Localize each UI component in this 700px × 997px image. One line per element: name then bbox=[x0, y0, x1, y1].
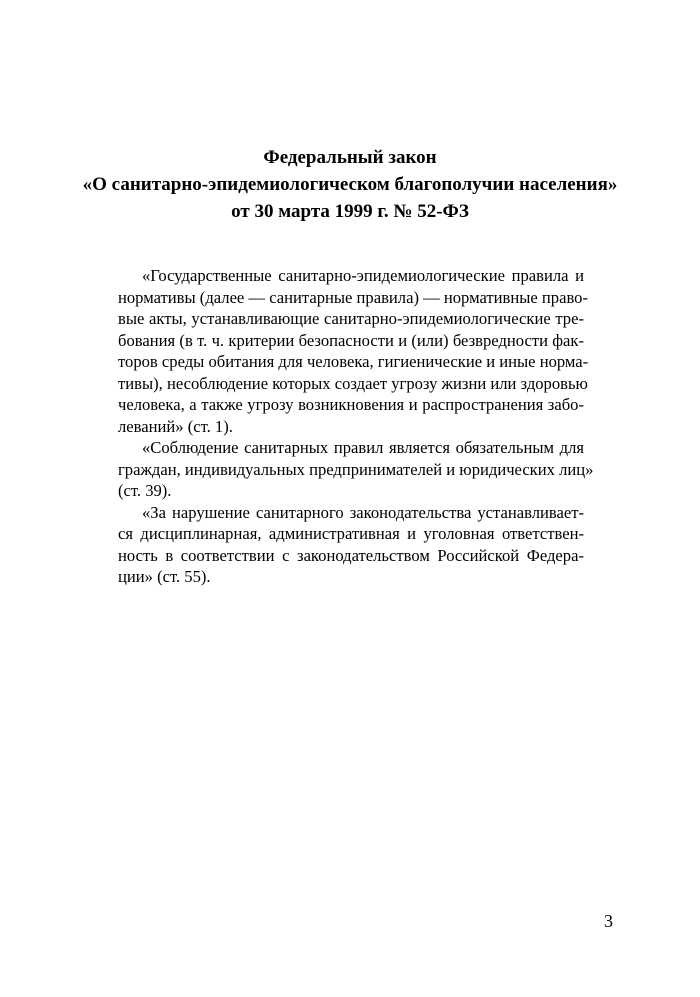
paragraph-line: «Государственные санитарно-эпидемиологические правила и bbox=[142, 266, 584, 285]
paragraph-line: вые акты, устанавливающие санитарно-эпидемиологические тре- bbox=[118, 309, 584, 328]
paragraph-line: тивы), несоблюдение которых создает угрозу жизни или здоровью bbox=[118, 373, 588, 393]
paragraph-line: ность в соответствии с законодательством Российской Федера- bbox=[118, 545, 584, 565]
paragraph-line: ся дисциплинарная, административная и уголовная ответствен- bbox=[118, 524, 584, 543]
paragraph-line: «Соблюдение санитарных правил является обязательным для bbox=[142, 438, 584, 457]
paragraph-line: нормативы (далее — санитарные правила) — нормативные право- bbox=[118, 287, 589, 307]
title-law-type: Федеральный закон bbox=[263, 147, 437, 168]
paragraph-article-55 bbox=[118, 502, 584, 588]
paragraph-line: бования (в т. ч. критерии безопасности и (или) безвредности фак- bbox=[118, 330, 584, 350]
paragraph-line: ции» (ст. 55). bbox=[118, 567, 211, 586]
paragraph-line: леваний» (ст. 1). bbox=[118, 416, 233, 436]
paragraph-line: «За нарушение санитарного законодательства устанавливает- bbox=[142, 502, 584, 522]
document-body bbox=[118, 265, 594, 588]
paragraph-line: торов среды обитания для человека, гигиенические и иные норма- bbox=[118, 352, 589, 371]
paragraph-line: (ст. 39). bbox=[118, 481, 172, 500]
paragraph-line: человека, а также угрозу возникновения и распространения забо- bbox=[118, 395, 584, 414]
document-title bbox=[60, 144, 640, 225]
paragraph-article-39 bbox=[118, 437, 594, 502]
page-number: 3 bbox=[604, 911, 613, 931]
paragraph-article-1 bbox=[118, 265, 589, 437]
paragraph-line: граждан, индивидуальных предпринимателей и юридических лиц» bbox=[118, 459, 594, 479]
title-law-name: «О санитарно-эпидемиологическом благополучии населения» bbox=[82, 174, 618, 195]
title-law-date: от 30 марта 1999 г. № 52-ФЗ bbox=[231, 201, 469, 222]
